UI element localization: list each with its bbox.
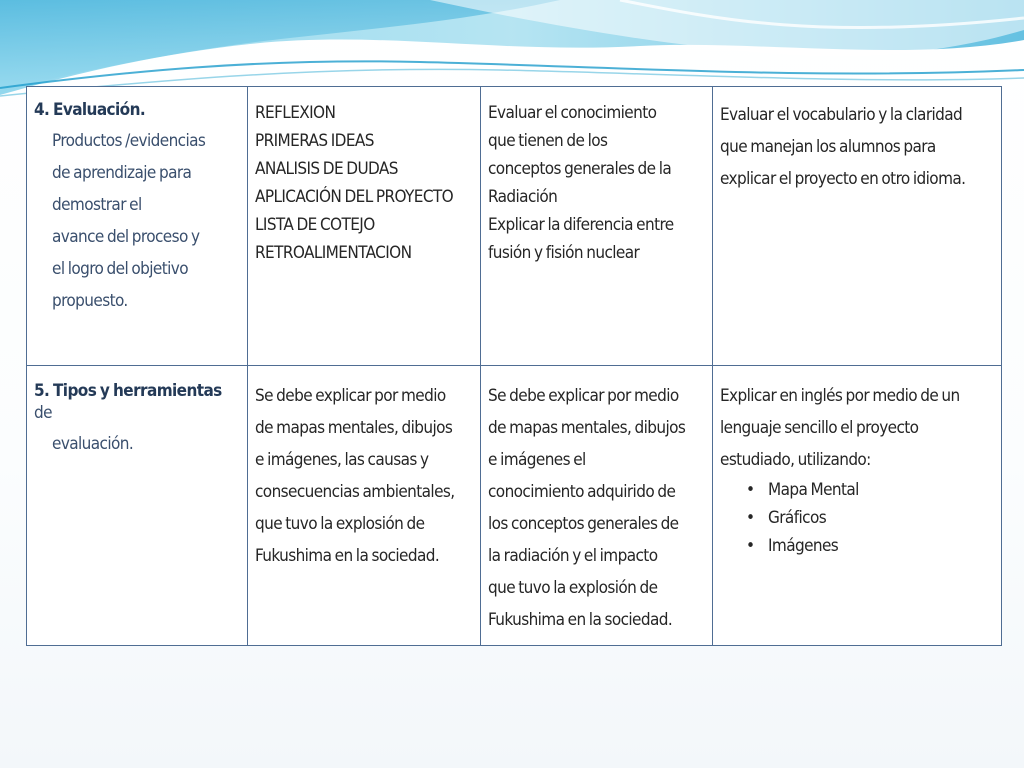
row-subtitle-line: evaluación. [52,434,134,454]
text-line: Fukushima en la sociedad. [488,610,673,630]
text-line: que tienen de los [488,131,608,151]
english-evaluation-cell [713,87,1002,366]
activity-item: RETROALIMENTACION [255,243,412,263]
text-line: que manejan los alumnos para [720,137,936,157]
evaluation-objectives-cell [481,87,713,366]
text-line: e imágenes el [488,450,586,470]
text-line: conocimiento adquirido de [488,482,676,502]
text-line: que tuvo la explosión de [488,578,658,598]
text-line: Fukushima en la sociedad. [255,546,440,566]
row-title: 4. Evaluación. [34,100,146,120]
row-subtitle-line: avance del proceso y [52,227,200,247]
text-line: de mapas mentales, dibujos [255,418,453,438]
evaluation-table [26,86,1002,646]
bullet-icon: • [746,536,755,556]
table-row [27,366,1002,646]
row-subtitle-line: demostrar el [52,195,142,215]
row-title-bold: 5. Tipos y herramientas [34,381,222,401]
row-title-rest: de [34,403,52,423]
list-item [746,476,995,504]
text-line: fusión y fisión nuclear [488,243,640,263]
table-row [27,87,1002,366]
evaluation-activities-cell [248,87,481,366]
row-title [34,380,241,424]
text-line: los conceptos generales de [488,514,679,534]
row-subtitle-line: el logro del objetivo [52,259,188,279]
activity-item: APLICACIÓN DEL PROYECTO [255,187,454,207]
text-line: Evaluar el vocabulario y la claridad [720,105,963,125]
text-line: de mapas mentales, dibujos [488,418,686,438]
activity-list [255,99,474,267]
row-subtitle-line: Productos /evidencias [52,131,206,151]
text-line: conceptos generales de la [488,159,672,179]
text-line: consecuencias ambientales, [255,482,455,502]
list-item-label: Mapa Mental [768,480,859,500]
tools-cell [248,366,481,646]
text-line: que tuvo la explosión de [255,514,425,534]
text-line: Se debe explicar por medio [255,386,446,406]
list-item [746,532,995,560]
list-item [746,504,995,532]
bullet-list [720,476,995,560]
text-line: Explicar en inglés por medio de un [720,386,960,406]
activity-item: PRIMERAS IDEAS [255,131,374,151]
text-line: Evaluar el conocimiento [488,103,657,123]
activity-item: REFLEXION [255,103,336,123]
bullet-icon: • [746,508,755,528]
bullet-icon: • [746,480,755,500]
text-line: explicar el proyecto en otro idioma. [720,169,966,189]
text-line: lenguaje sencillo el proyecto [720,418,919,438]
list-item-label: Imágenes [768,536,839,556]
english-tools-cell [713,366,1002,646]
list-item-label: Gráficos [768,508,827,528]
row-subtitle-line: propuesto. [52,291,128,311]
tools-cell [481,366,713,646]
activity-item: LISTA DE COTEJO [255,215,375,235]
row-subtitle-line: de aprendizaje para [52,163,192,183]
text-line: Explicar la diferencia entre [488,215,674,235]
text-line: la radiación y el impacto [488,546,658,566]
row-header-cell [27,87,248,366]
text-line: estudiado, utilizando: [720,450,871,470]
activity-item: ANALISIS DE DUDAS [255,159,398,179]
text-line: e imágenes, las causas y [255,450,429,470]
text-line: Se debe explicar por medio [488,386,679,406]
text-line: Radiación [488,187,558,207]
row-header-cell [27,366,248,646]
